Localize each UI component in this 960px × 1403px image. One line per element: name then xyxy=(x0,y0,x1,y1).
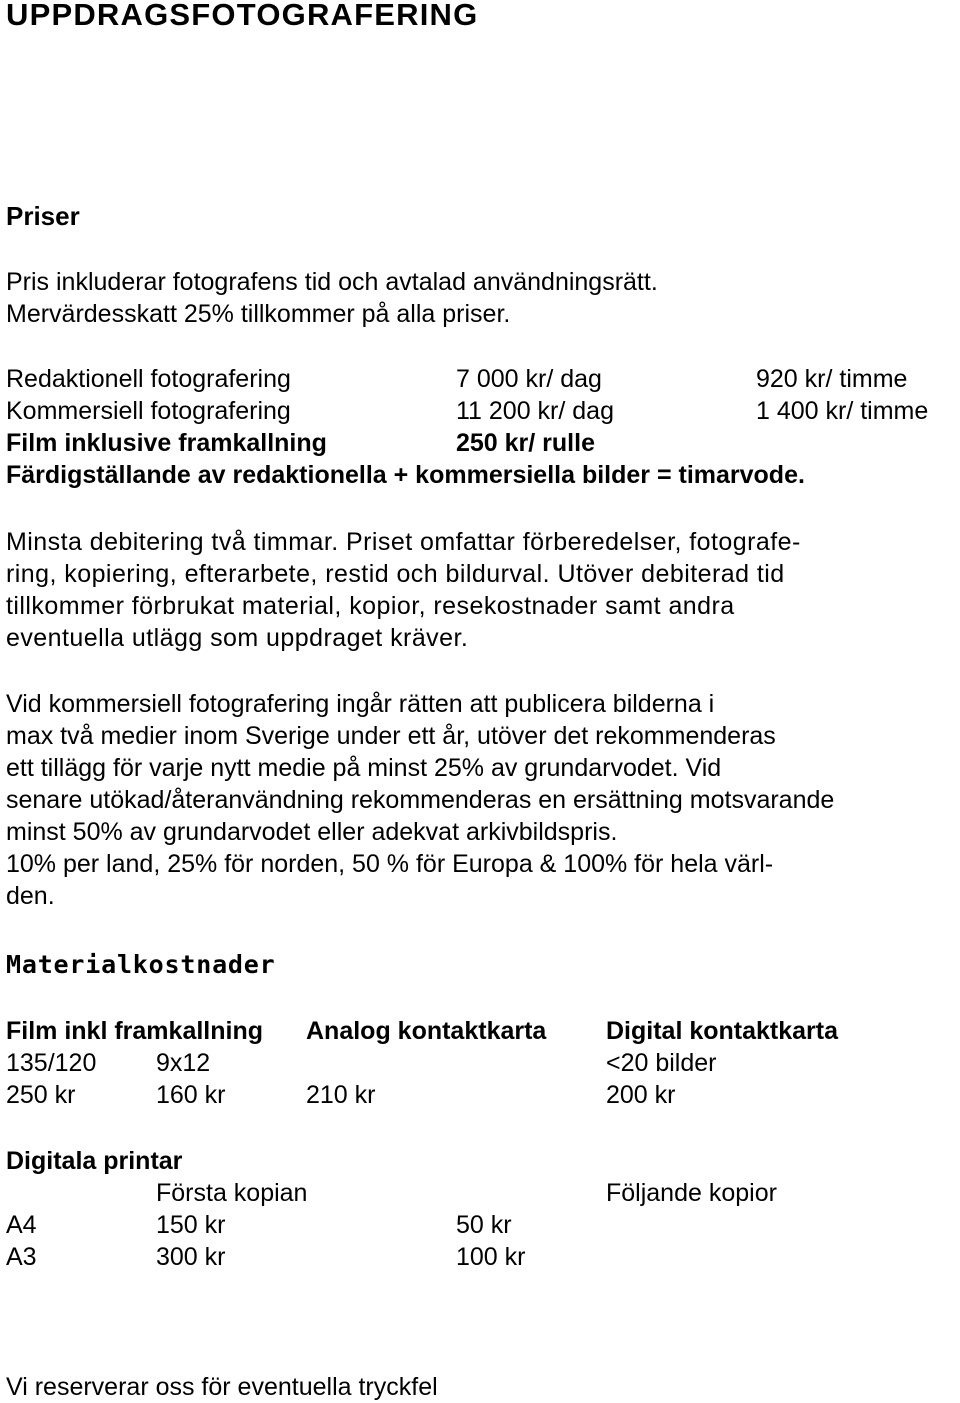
price-row-hour: 1 400 kr/ timme xyxy=(756,397,929,425)
material-header-digital: Digital kontaktkarta xyxy=(606,1017,839,1045)
price-row-label: Film inklusive framkallning xyxy=(6,429,327,457)
price-row-day: 11 200 kr/ dag xyxy=(456,397,614,425)
kommersiell-line: den. xyxy=(6,882,55,910)
minsta-line: Minsta debitering två timmar. Priset omfattar förberedelser, fotografe- xyxy=(6,528,801,556)
footer-note: Vi reserverar oss för eventuella tryckfel xyxy=(6,1373,438,1401)
material-cell: 250 kr xyxy=(6,1081,76,1109)
price-row-label: Redaktionell fotografering xyxy=(6,365,291,393)
printar-col-next: Följande kopior xyxy=(606,1179,777,1207)
material-header-film: Film inkl framkallning xyxy=(6,1017,263,1045)
finishing-note: Färdigställande av redaktionella + kommersiella bilder = timarvode. xyxy=(6,461,805,489)
printar-size: A3 xyxy=(6,1243,37,1271)
material-cell: 160 kr xyxy=(156,1081,226,1109)
printar-heading: Digitala printar xyxy=(6,1147,183,1175)
priser-intro-line-2: Mervärdesskatt 25% tillkommer på alla priser. xyxy=(6,300,511,328)
printar-next-price: 50 kr xyxy=(456,1211,512,1239)
material-cell: 135/120 xyxy=(6,1049,97,1077)
printar-size: A4 xyxy=(6,1211,37,1239)
material-cell: 200 kr xyxy=(606,1081,676,1109)
price-row-label: Kommersiell fotografering xyxy=(6,397,291,425)
page-title: UPPDRAGSFOTOGRAFERING xyxy=(6,0,479,32)
minsta-line: tillkommer förbrukat material, kopior, resekostnader samt andra xyxy=(6,592,735,620)
price-row-hour: 920 kr/ timme xyxy=(756,365,908,393)
kommersiell-line: ett tillägg för varje nytt medie på minst 25% av grundarvodet. Vid xyxy=(6,754,722,782)
printar-first-price: 300 kr xyxy=(156,1243,226,1271)
kommersiell-line: Vid kommersiell fotografering ingår rätten att publicera bilderna i xyxy=(6,690,715,718)
material-heading: Materialkostnader xyxy=(6,950,276,979)
minsta-line: ring, kopiering, efterarbete, restid och bildurval. Utöver debiterad tid xyxy=(6,560,785,588)
kommersiell-line: senare utökad/återanvändning rekommenderas en ersättning motsvarande xyxy=(6,786,835,814)
printar-next-price: 100 kr xyxy=(456,1243,526,1271)
kommersiell-line: max två medier inom Sverige under ett år, utöver det rekommenderas xyxy=(6,722,776,750)
printar-col-first: Första kopian xyxy=(156,1179,308,1207)
priser-heading: Priser xyxy=(6,201,80,231)
material-cell: <20 bilder xyxy=(606,1049,717,1077)
price-row-day: 7 000 kr/ dag xyxy=(456,365,602,393)
priser-intro-line-1: Pris inkluderar fotografens tid och avtalad användningsrätt. xyxy=(6,268,658,296)
printar-first-price: 150 kr xyxy=(156,1211,226,1239)
material-header-analog: Analog kontaktkarta xyxy=(306,1017,547,1045)
minsta-line: eventuella utlägg som uppdraget kräver. xyxy=(6,624,469,652)
material-cell: 9x12 xyxy=(156,1049,211,1077)
kommersiell-line: minst 50% av grundarvodet eller adekvat arkivbildspris. xyxy=(6,818,618,846)
material-cell: 210 kr xyxy=(306,1081,376,1109)
kommersiell-line: 10% per land, 25% för norden, 50 % för Europa & 100% för hela värl- xyxy=(6,850,774,878)
price-row-day: 250 kr/ rulle xyxy=(456,429,595,457)
